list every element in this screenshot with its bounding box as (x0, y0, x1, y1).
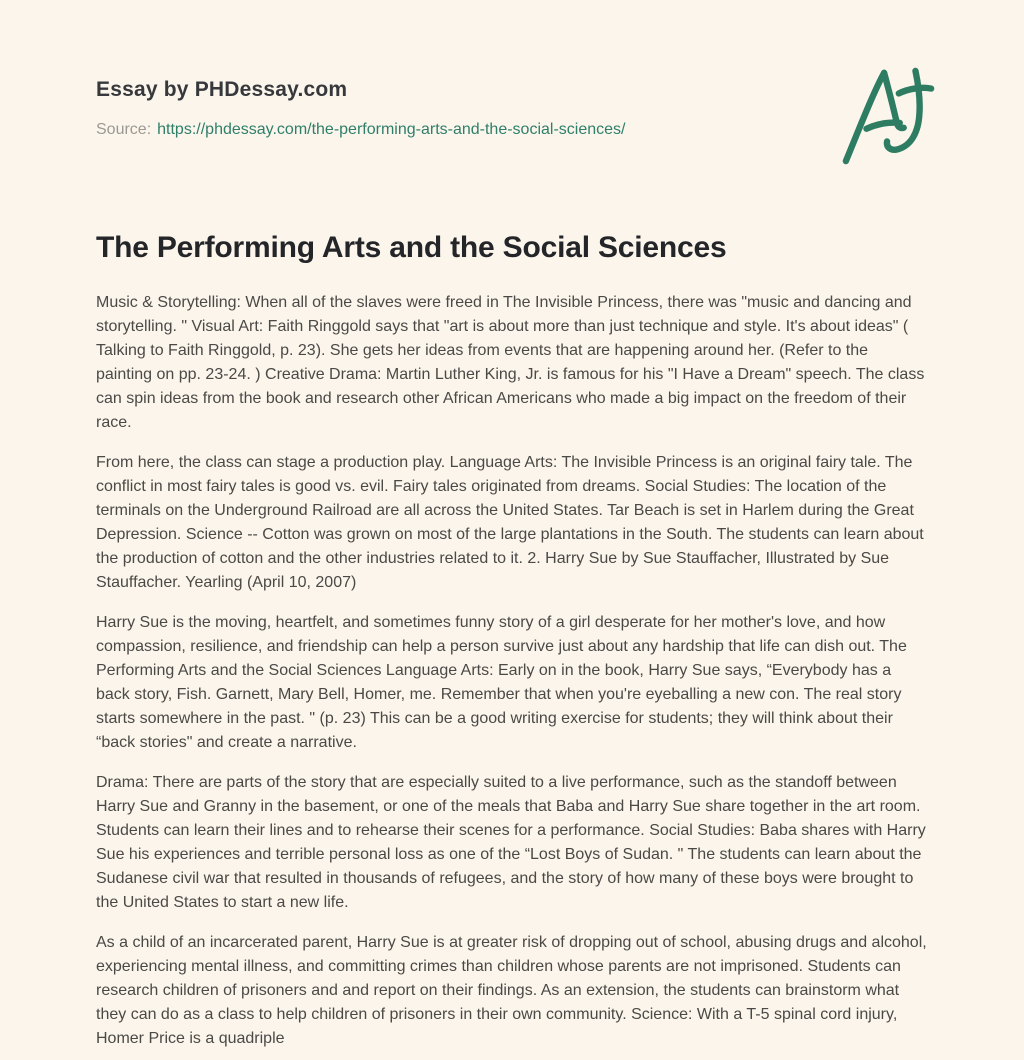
article-body (96, 291, 928, 1051)
paragraph: As a child of an incarcerated parent, Harry Sue is at greater risk of dropping out of school, abusing drugs and alcohol, experiencing mental illness, and committing crimes than children whose parents are not imprisoned. Students can research children of prisoners and and report on their findings. As an extension, the students can brainstorm what they can do as a class to help children of prisoners in their own community. Science: With a T-5 spinal cord injury, Homer Price is a quadriple (96, 934, 927, 1047)
a-plus-logo-icon (840, 66, 938, 166)
byline: Essay by PHDessay.com (96, 78, 348, 101)
source-label: Source: (96, 121, 152, 138)
paragraph: From here, the class can stage a production play. Language Arts: The Invisible Princess is an original fairy tale. The conflict in most fairy tales is good vs. evil. Fairy tales originated from dreams. Social Studies: The location of the terminals on the Underground Railroad are all across the United States. Tar Beach is set in Harlem during the Great Depression. Science -- Cotton was grown on most of the large plantations in the South. The students can learn about the production of cotton and the other industries related to it. 2. Harry Sue by Sue Stauffacher, Illustrated by Sue Stauffacher. Yearling (April 10, 2007) (96, 454, 924, 591)
source-row (96, 119, 928, 141)
page-header (96, 78, 928, 141)
paragraph: Drama: There are parts of the story that are especially suited to a live performance, such as the standoff between Harry Sue and Granny in the basement, or one of the meals that Baba and Harry Sue share together in the art room. Students can learn their lines and to rehearse their scenes for a performance. Social Studies: Baba shares with Harry Sue his experiences and terrible personal loss as one of the “Lost Boys of Sudan. " The students can learn about the Sudanese civil war that resulted in thousands of refugees, and the story of how many of these boys were brought to the United States to start a new life. (96, 774, 926, 911)
paragraph: Music & Storytelling: When all of the slaves were freed in The Invisible Princess, there was "music and dancing and storytelling. " Visual Art: Faith Ringgold says that "art is about more than just technique and style. It's about ideas" ( Talking to Faith Ringgold, p. 23). She gets her ideas from events that are happening around her. (Refer to the painting on pp. 23-24. ) Creative Drama: Martin Luther King, Jr. is famous for his "I Have a Dream" speech. The class can spin ideas from the book and research other African Americans who made a big impact on the freedom of their race. (96, 294, 925, 431)
paragraph: Harry Sue is the moving, heartfelt, and sometimes funny story of a girl desperate for her mother's love, and how compassion, resilience, and friendship can help a person survive just about any hardship that life can dish out. The Performing Arts and the Social Sciences Language Arts: Early on in the book, Harry Sue says, “Everybody has a back story, Fish. Garnett, Mary Bell, Homer, me. Remember that when you're eyeballing a new con. The real story starts somewhere in the past. " (p. 23) This can be a good writing exercise for students; they will think about their “back stories" and create a narrative. (96, 614, 907, 751)
page-title: The Performing Arts and the Social Sciences (96, 231, 727, 264)
source-link[interactable]: https://phdessay.com/the-performing-arts-and-the-social-sciences/ (157, 121, 626, 138)
